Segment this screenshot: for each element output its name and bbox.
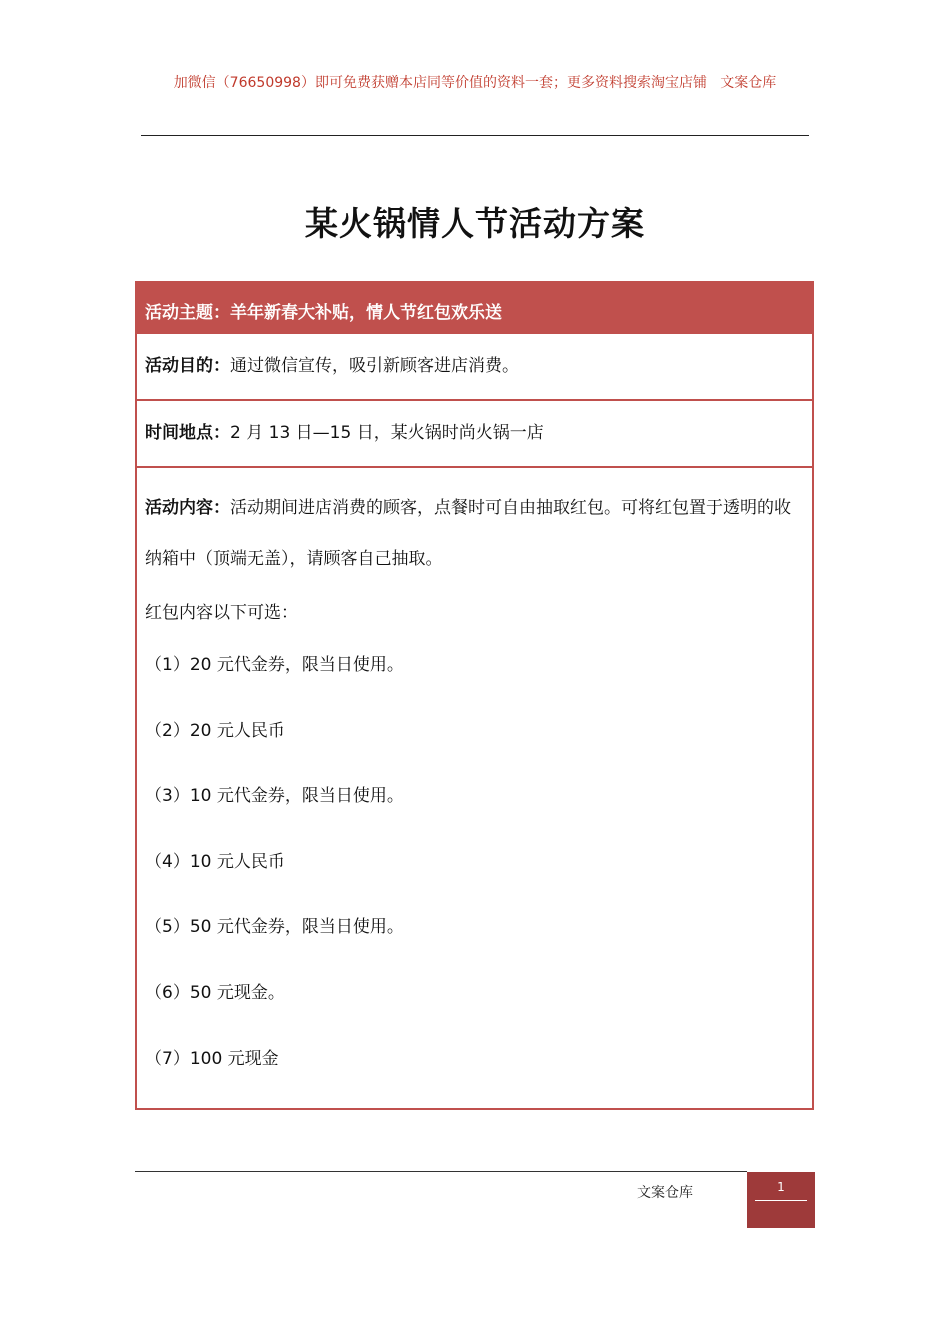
footer-label: 文案仓库 [637, 1185, 693, 1201]
plan-table [135, 281, 814, 1110]
page-number-block [747, 1172, 815, 1228]
content-text: 活动期间进店消费的顾客，点餐时可自由抽取红包。可将红包置于透明的收纳箱中（顶端无盖），请顾客自己抽取。 [145, 498, 791, 569]
option-item: （6）50 元现金。 [145, 982, 285, 1003]
option-item: （3）10 元代金券，限当日使用。 [145, 786, 404, 807]
options-intro: 红包内容以下可选： [145, 603, 298, 623]
time-location-row [137, 401, 812, 468]
document-title: 某火锅情人节活动方案 [305, 204, 645, 243]
option-item: （7）100 元现金 [145, 1048, 279, 1069]
option-item: （1）20 元代金券，限当日使用。 [145, 655, 404, 675]
footer-divider [135, 1171, 747, 1172]
content-paragraph [145, 483, 800, 585]
theme-row: 活动主题：羊年新春大补贴，情人节红包欢乐送 [137, 283, 812, 334]
purpose-label: 活动目的： [145, 356, 230, 376]
time-location-label: 时间地点： [145, 423, 230, 443]
time-location-text: 2 月 13 日—15 日，某火锅时尚火锅一店 [230, 423, 544, 443]
page-number-underline [755, 1200, 807, 1201]
purpose-row [137, 334, 812, 401]
option-item: （2）20 元人民币 [145, 720, 285, 741]
page-number: 1 [777, 1180, 785, 1194]
header-promo-note: 加微信（76650998）即可免费获赠本店同等价值的资料一套；更多资料搜索淘宝店铺 文案仓库 [173, 75, 777, 91]
content-label: 活动内容： [145, 498, 230, 518]
purpose-text: 通过微信宣传，吸引新顾客进店消费。 [230, 356, 519, 376]
option-item: （5）50 元代金券，限当日使用。 [145, 917, 404, 938]
content-row [137, 468, 812, 1108]
header-divider [141, 135, 809, 136]
spacer [145, 639, 800, 653]
option-item: （4）10 元人民币 [145, 851, 285, 872]
